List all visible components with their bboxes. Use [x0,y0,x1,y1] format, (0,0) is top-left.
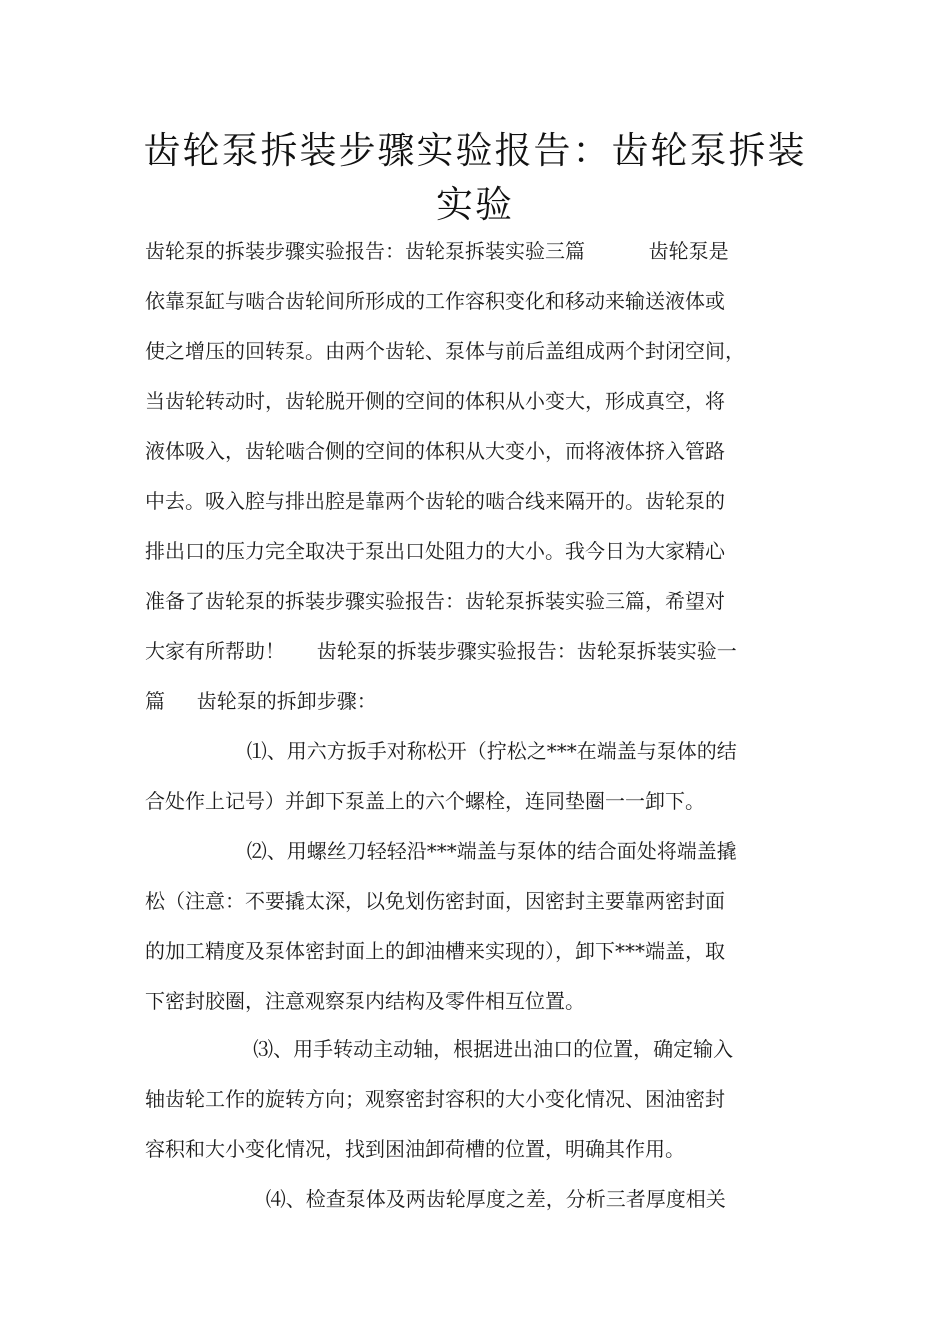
body-line: 齿轮泵的拆装步骤实验报告：齿轮泵拆装实验三篇 齿轮泵是 [145,239,729,263]
title-line-1: 齿轮泵拆装步骤实验报告：齿轮泵拆装 [143,129,807,172]
body-line: 松（注意：不要撬太深，以免划伤密封面，因密封主要靠两密封面 [145,889,725,913]
body-line: 排出口的压力完全取决于泵出口处阻力的大小。我今日为大家精心 [145,539,725,563]
body-line: 的加工精度及泵体密封面上的卸油槽来实现的），卸下***端盖，取 [145,939,725,963]
body-line: 容积和大小变化情况，找到困油卸荷槽的位置，明确其作用。 [145,1137,685,1161]
document-title [0,124,950,232]
body-line: ⑴、用六方扳手对称松开（拧松之***在端盖与泵体的结 [145,739,737,763]
body-line: 篇 齿轮泵的拆卸步骤： [145,689,377,713]
title-line-2: 实验 [436,183,514,226]
body-line: 当齿轮转动时，齿轮脱开侧的空间的体积从小变大，形成真空，将 [145,389,725,413]
body-line: ⑵、用螺丝刀轻轻沿***端盖与泵体的结合面处将端盖撬 [145,839,737,863]
body-line: 使之增压的回转泵。由两个齿轮、泵体与前后盖组成两个封闭空间， [145,339,745,363]
body-line: 准备了齿轮泵的拆装步骤实验报告：齿轮泵拆装实验三篇，希望对 [145,589,725,613]
body-line: 合处作上记号）并卸下泵盖上的六个螺栓，连同垫圈一一卸下。 [145,789,705,813]
body-line: 液体吸入，齿轮啮合侧的空间的体积从大变小，而将液体挤入管路 [145,439,725,463]
body-line: 下密封胶圈，注意观察泵内结构及零件相互位置。 [145,989,585,1013]
body-line: 中去。吸入腔与排出腔是靠两个齿轮的啮合线来隔开的。齿轮泵的 [145,489,725,513]
body-line: ⑶、用手转动主动轴，根据进出油口的位置，确定输入 [145,1037,734,1061]
body-line: 依靠泵缸与啮合齿轮间所形成的工作容积变化和移动来输送液体或 [145,289,725,313]
body-line: 大家有所帮助！ 齿轮泵的拆装步骤实验报告：齿轮泵拆装实验一 [145,639,737,663]
body-line: ⑷、检查泵体及两齿轮厚度之差，分析三者厚度相关 [145,1187,726,1211]
body-line: 轴齿轮工作的旋转方向；观察密封容积的大小变化情况、困油密封 [145,1087,725,1111]
